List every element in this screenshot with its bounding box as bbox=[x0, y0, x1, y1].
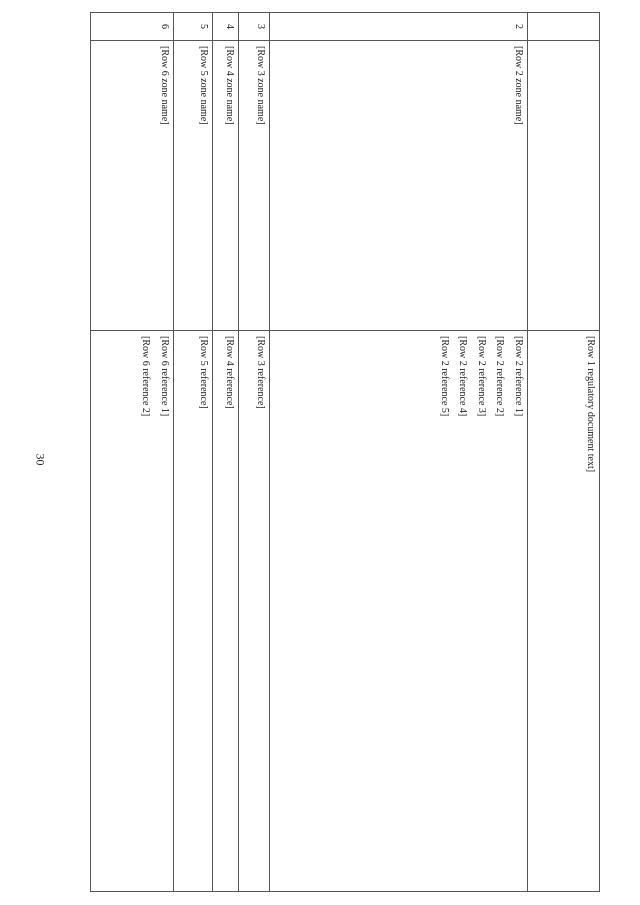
regulatory-docs bbox=[527, 331, 599, 892]
row-number: 3 bbox=[239, 13, 270, 41]
doc-reference: [Row 2 reference 3] bbox=[475, 336, 487, 417]
table-row bbox=[212, 13, 238, 892]
zone-name: [Row 5 zone name] bbox=[173, 41, 212, 331]
row-number bbox=[527, 13, 599, 41]
zone-name: [Row 3 zone name] bbox=[239, 41, 270, 331]
table-row bbox=[91, 13, 174, 892]
zone-name bbox=[527, 41, 599, 331]
table-row bbox=[269, 13, 527, 892]
row-number: 2 bbox=[269, 13, 527, 41]
doc-reference: [Row 1 regulatory document text] bbox=[585, 336, 596, 473]
zone-name: [Row 6 zone name] bbox=[91, 41, 174, 331]
doc-reference: [Row 2 reference 1] bbox=[512, 336, 524, 417]
doc-reference: [Row 6 reference 2] bbox=[140, 336, 152, 417]
row-number: 6 bbox=[91, 13, 174, 41]
table-row bbox=[173, 13, 212, 892]
regulatory-docs bbox=[91, 331, 174, 892]
rotated-table-block bbox=[90, 12, 600, 892]
regulatory-docs bbox=[212, 331, 238, 892]
zone-name: [Row 2 zone name] bbox=[269, 41, 527, 331]
table-row bbox=[239, 13, 270, 892]
doc-reference: [Row 2 reference 5] bbox=[438, 336, 450, 417]
regulatory-docs bbox=[173, 331, 212, 892]
page-number: 30 bbox=[33, 453, 48, 466]
regulatory-docs bbox=[269, 331, 527, 892]
table-row bbox=[527, 13, 599, 892]
doc-reference: [Row 4 reference] bbox=[224, 336, 236, 409]
doc-reference: [Row 2 reference 2] bbox=[494, 336, 506, 417]
doc-reference: [Row 6 reference 1] bbox=[158, 336, 170, 417]
doc-reference: [Row 3 reference] bbox=[254, 336, 266, 409]
regulatory-docs bbox=[239, 331, 270, 892]
doc-reference: [Row 5 reference] bbox=[197, 336, 209, 409]
doc-reference: [Row 2 reference 4] bbox=[457, 336, 469, 417]
row-number: 5 bbox=[173, 13, 212, 41]
zone-name: [Row 4 zone name] bbox=[212, 41, 238, 331]
zones-table bbox=[90, 12, 600, 892]
row-number: 4 bbox=[212, 13, 238, 41]
